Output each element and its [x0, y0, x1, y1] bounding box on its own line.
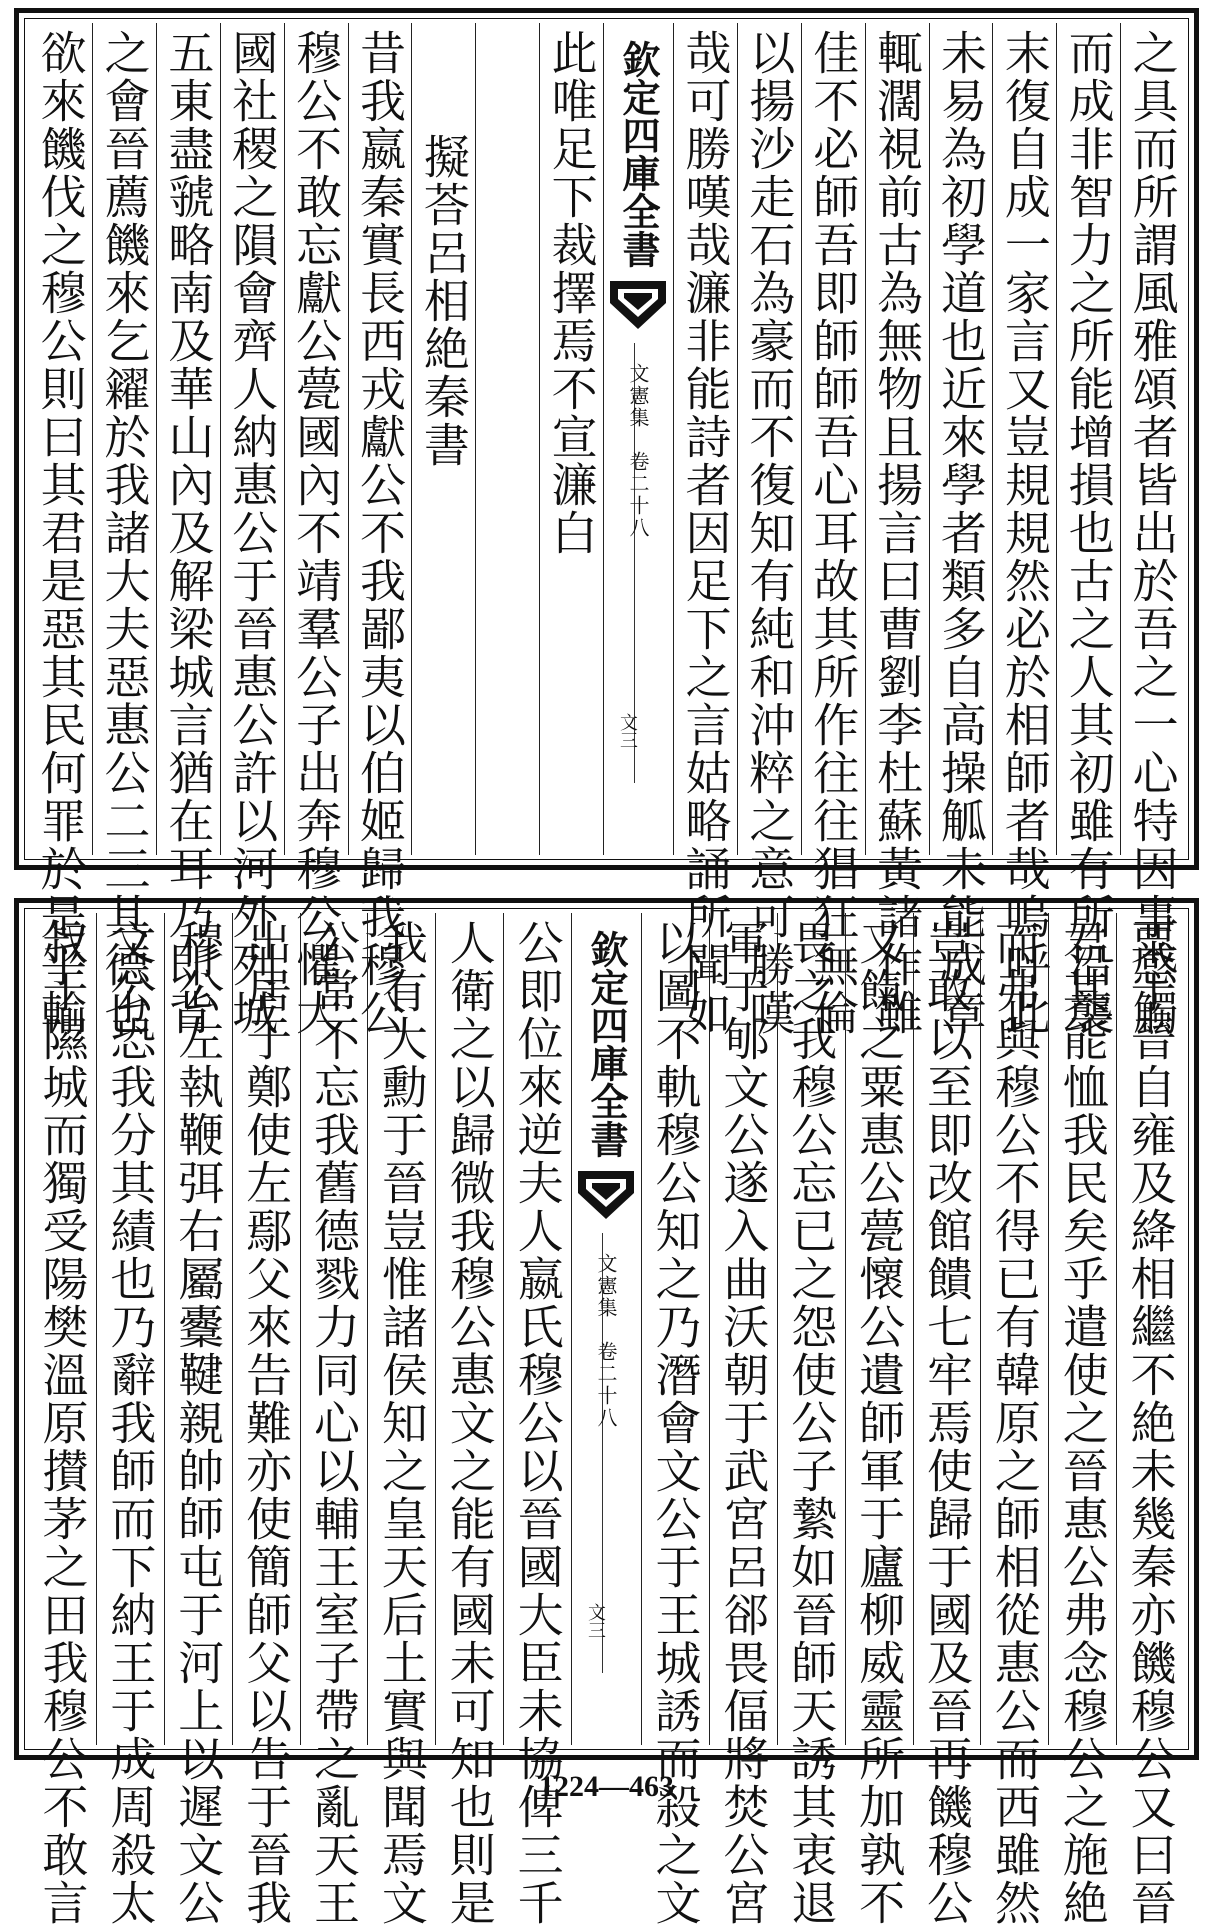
text-column	[865, 23, 929, 1037]
fish-tail-icon	[610, 281, 666, 331]
top-page-panel	[14, 8, 1199, 1037]
text-column	[992, 23, 1056, 1037]
column-text: 五東盡虢略南及華山內及解梁城言猶在耳乃即背	[161, 29, 216, 1037]
text-column	[503, 913, 571, 1927]
folio-label: 文三	[617, 713, 638, 749]
text-column	[1048, 913, 1116, 1927]
library-title: 欽定四庫全書	[584, 930, 629, 1158]
text-column	[300, 913, 368, 1927]
text-column	[1116, 913, 1184, 1927]
column-text: 而成非智力之所能增損也古之人其初雖有所沿襲	[1061, 29, 1116, 1037]
text-column	[435, 913, 503, 1927]
text-column	[641, 913, 709, 1927]
column-text: 之具而所謂風雅頌者皆出於吾之一心特因事感觸	[1125, 29, 1180, 1037]
text-column	[29, 23, 92, 1037]
column-text: 文公恐我分其績也乃辭我師而下納王于成周殺太	[103, 919, 158, 1927]
column-text: 以圖不軌穆公知之乃潛會文公于王城誘而殺之文	[648, 919, 703, 1927]
text-column	[29, 913, 96, 1927]
column-text: 以揚沙走石為豪而不復知有純和沖粹之意可勝嘆	[742, 29, 797, 1037]
text-column	[367, 913, 435, 1927]
text-column	[673, 23, 737, 1037]
fish-tail-icon	[578, 1171, 634, 1221]
text-column	[1056, 23, 1120, 1037]
column-text: 佳不必師吾即師師吾心耳故其所作往往猖狂無倫	[806, 29, 861, 1037]
column-text: 君其能恤我民矣乎遣使之晉惠公弗念穆公之施絶	[1055, 919, 1110, 1927]
text-column	[156, 23, 220, 1037]
text-column	[777, 913, 845, 1927]
column-text: 未易為初學道也近來學者類多自高操觚未能成章	[933, 29, 988, 1037]
text-column	[1120, 23, 1184, 1037]
volume-label: 文憲集 卷二十八	[594, 1253, 618, 1429]
text-column	[96, 913, 164, 1927]
text-column	[801, 23, 865, 1037]
column-text: 我有大勳于晉豈惟諸侯知之皇天后土實與聞焉文	[374, 919, 429, 1927]
text-column	[348, 23, 412, 1037]
column-text: 又餼之粟惠公甍懷公遺師軍于廬柳威靈所加孰不	[852, 919, 907, 1927]
column-text: 豈敢以至即改館饋七牢焉使歸于國及晉再饑穆公	[919, 919, 974, 1927]
column-text: 國社稷之隕會齊人納惠公于晉惠公許以河外列城	[225, 29, 280, 1037]
column-text: 公常不忘我舊德戮力同心以輔王室子帶之亂天王	[306, 919, 361, 1927]
column-text: 軍于郇文公遂入曲沃朝于武宮呂郤畏偪將焚公宮	[716, 919, 771, 1927]
text-column	[980, 913, 1048, 1927]
column-text: 公即位來逆夫人嬴氏穆公以晉國大臣未協俾三千	[510, 919, 565, 1927]
text-column	[737, 23, 801, 1037]
volume-label: 文憲集 卷二十八	[626, 363, 650, 539]
column-text: 昔我嬴秦實長西戎獻公不我鄙夷以伯姬歸我穆公	[352, 29, 407, 1037]
column-text: 此唯足下裁擇焉不宣濂白	[544, 29, 599, 557]
folio-label: 文三	[585, 1603, 606, 1639]
column-text: 欲來饑伐之穆公則曰其君是惡其民何罪於是乎輸	[33, 29, 88, 1037]
column-text: 而弗與穆公不得已有韓原之師相從惠公而西雖然	[987, 919, 1042, 1927]
column-text: 穆公左執鞭弭右屬櫜鞬親帥師屯于河上以遲文公	[171, 919, 226, 1927]
text-column	[845, 913, 913, 1927]
column-text: 粟于晉自雍及絳相繼不絶未幾秦亦饑穆公又曰晉	[1123, 919, 1178, 1927]
center-gutter	[603, 23, 673, 855]
page-number: 1224—463	[539, 1770, 674, 1803]
blank-column	[475, 23, 539, 855]
column-text: 穆公不敢忘獻公甍國內不靖羣公子出奔穆公懼大	[289, 29, 344, 1037]
column-text: 出居于鄭使左鄢父來告難亦使簡師父以告于晉我	[239, 919, 294, 1927]
column-text: 人衛之以歸微我穆公惠文之能有國未可知也則是	[442, 919, 497, 1927]
top-columns	[29, 23, 1184, 1037]
text-column	[164, 913, 232, 1927]
text-column	[539, 23, 603, 855]
column-text: 之會晉薦饑來乞糴於我諸大夫惡惠公二三其德也	[97, 29, 152, 1037]
text-column	[913, 913, 981, 1927]
column-text: 哉可勝嘆哉濂非能詩者因足下之言姑略誦所聞如	[678, 29, 733, 1037]
text-column	[929, 23, 993, 1037]
column-text: 畏之我穆公忘已之怨使公子縶如晉師天誘其衷退	[784, 919, 839, 1927]
text-column	[92, 23, 156, 1037]
text-column	[232, 913, 300, 1927]
column-text: 叔于隰城而獨受陽樊溫原攅茅之田我穆公不敢言	[35, 919, 90, 1927]
center-gutter	[571, 913, 641, 1745]
text-column	[220, 23, 284, 1037]
text-column	[284, 23, 348, 1037]
column-text: 末復自成一家言又豈規規然必於相師者哉嗚呼此	[997, 29, 1052, 1037]
column-text: 輒濶視前古為無物且揚言曰曹劉李杜蘇黃諸作雖	[870, 29, 925, 1037]
library-title: 欽定四庫全書	[616, 40, 661, 268]
column-text: 擬荅呂相絶秦書	[416, 133, 471, 469]
text-column	[709, 913, 777, 1927]
text-column	[411, 23, 475, 855]
